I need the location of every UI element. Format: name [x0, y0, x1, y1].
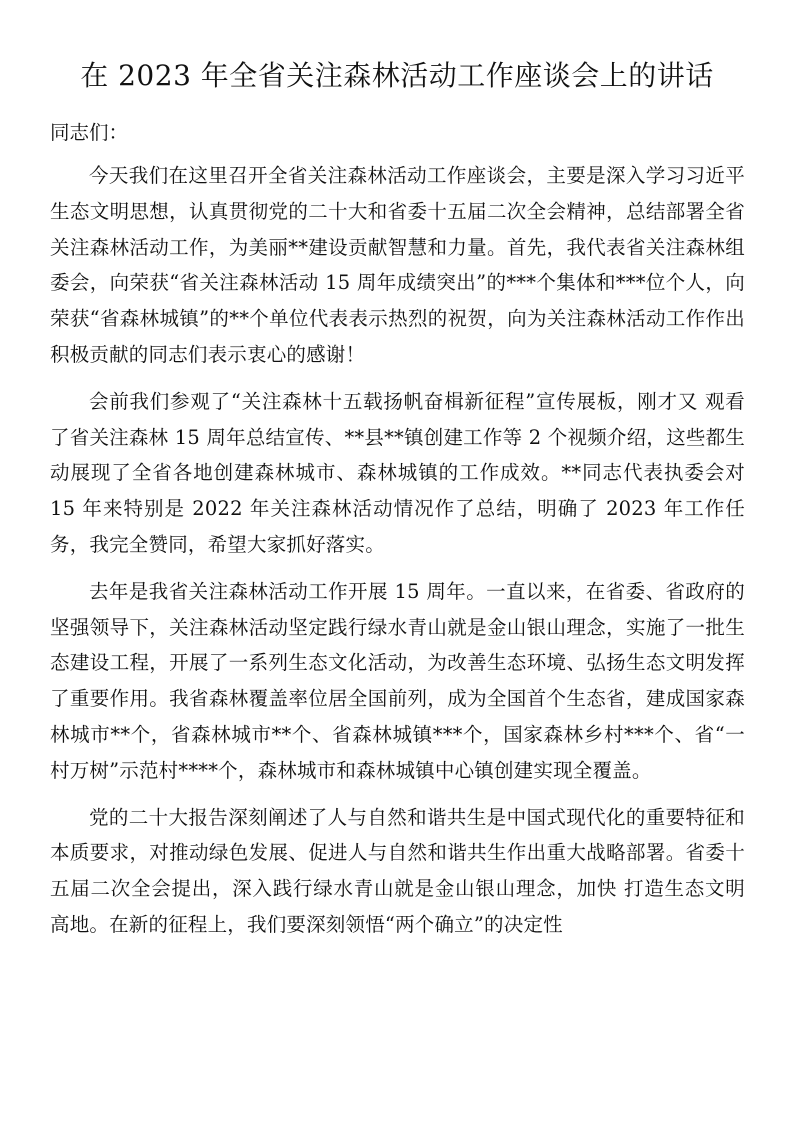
- speech-title: 在 2023 年全省关注森林活动工作座谈会上的讲话: [80, 59, 714, 92]
- paragraph-strategy: 党的二十大报告深刻阐述了人与自然和谐共生是中国式现代化的重要特征和本质要求，对推动绿色发展、促进人与自然和谐共生作出重大战略部署。省委十五届二次全会提出，深入践行绿水青山就是金山银山理念，加快 打造生态文明高地。在新的征程上，我们要深刻领悟“两个确立”的决定性: [50, 805, 745, 936]
- salutation: 同志们：: [50, 121, 129, 144]
- paragraph-review: 会前我们参观了“关注森林十五载扬帆奋楫新征程”宣传展板，刚才又 观看了省关注森林 15 周年总结宣传、**县**镇创建工作等 2 个视频介绍，这些都生动展现了全省各地创建森林城市、森林城镇的工作成效。**同志代表执委会对 15 年来特别是 2022 年关注森林活动情况作了总结，明确了 2023 年工作任务，我完全赞同，希望大家抓好落实。: [50, 389, 745, 556]
- speech-body: [50, 158, 745, 943]
- paragraph-opening: 今天我们在这里召开全省关注森林活动工作座谈会，主要是深入学习习近平生态文明思想，认真贯彻党的二十大和省委十五届二次全会精神，总结部署全省关注森林活动工作，为美丽**建设贡献智慧和力量。首先，我代表省关注森林组委会，向荣获“省关注森林活动 15 周年成绩突出”的***个集体和***位个人，向荣获“省森林城镇”的**个单位代表表示热烈的祝贺，向为关注森林活动工作作出积极贡献的同志们表示衷心的感谢！: [50, 164, 745, 366]
- paragraph-achievements: 去年是我省关注森林活动工作开展 15 周年。一直以来，在省委、省政府的坚强领导下，关注森林活动坚定践行绿水青山就是金山银山理念，实施了一批生态建设工程，开展了一系列生态文化活动，为改善生态环境、弘扬生态文明发挥了重要作用。我省森林覆盖率位居全国前列，成为全国首个生态省，建成国家森林城市**个，省森林城市**个、省森林城镇***个，国家森林乡村***个、省“一村万树”示范村****个，森林城市和森林城镇中心镇创建实现全覆盖。: [50, 579, 745, 782]
